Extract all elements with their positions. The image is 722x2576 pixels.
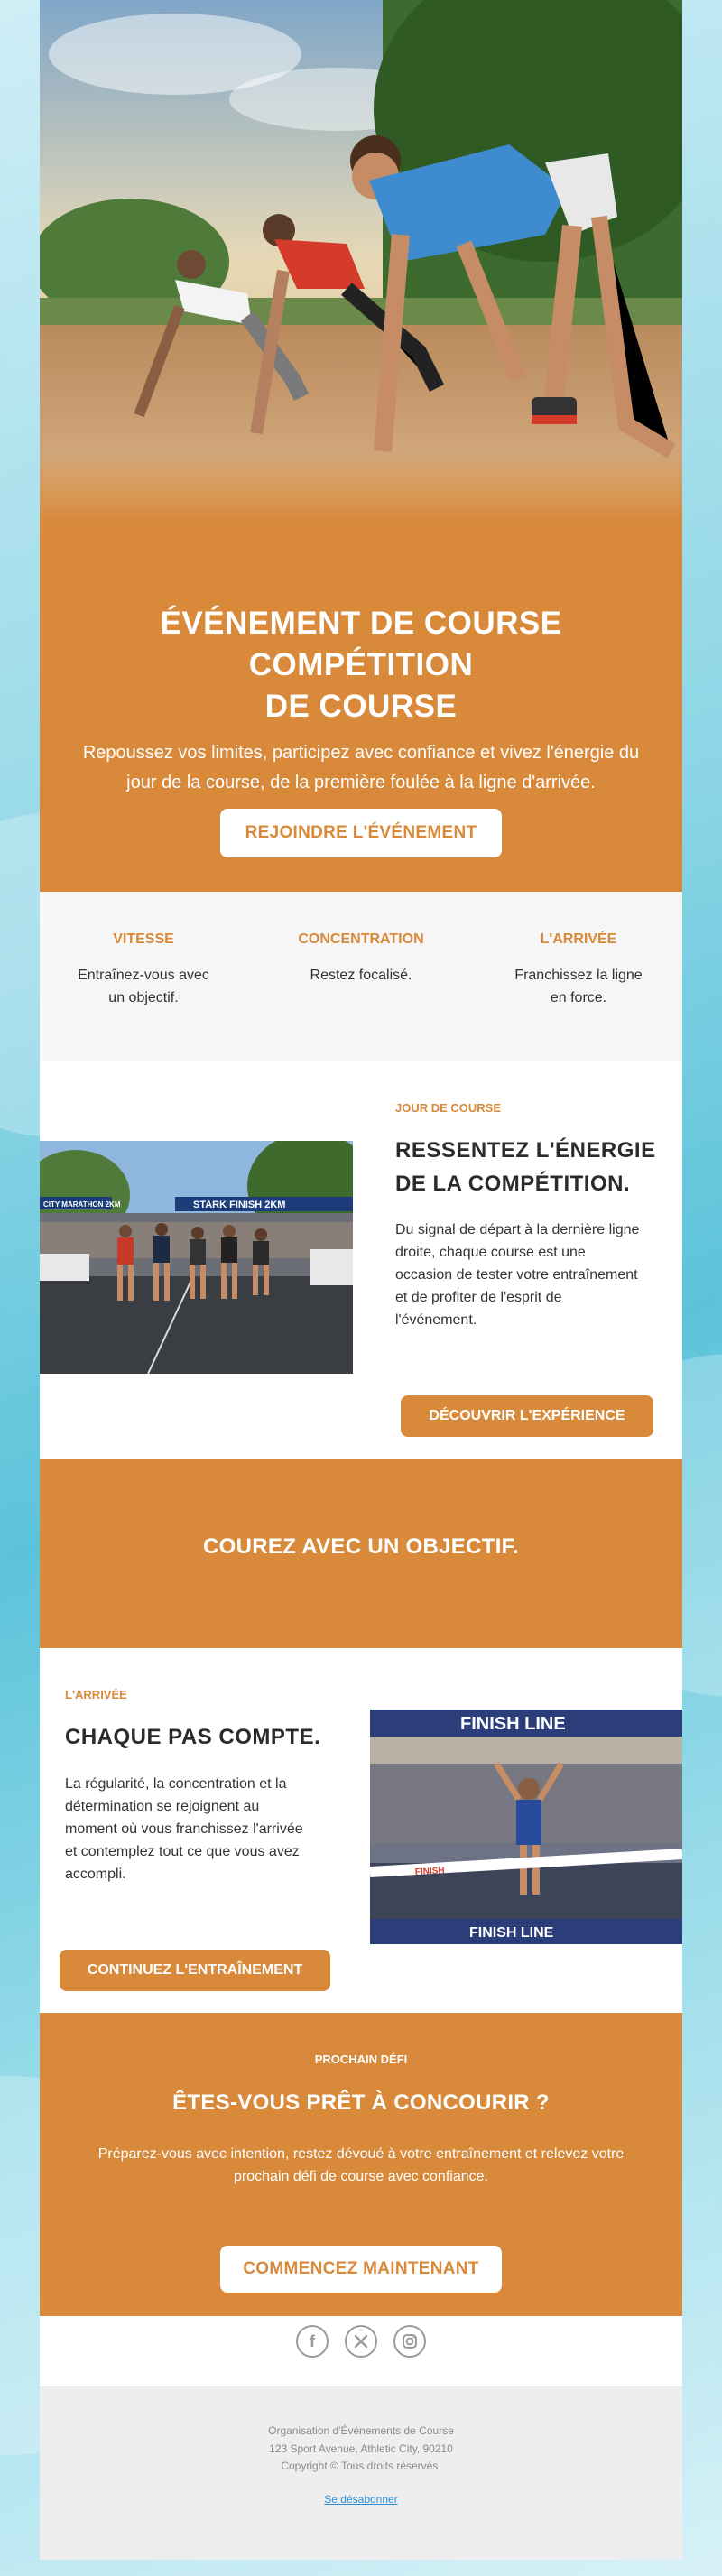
challenge-title: ÊTES-VOUS PRÊT À CONCOURIR ?: [172, 2090, 550, 2115]
finish-image-banner-text: FINISH LINE: [460, 1714, 566, 1734]
footer: [40, 2386, 682, 2560]
purpose-banner: [40, 1459, 682, 1648]
race-day-title-line: DE LA COMPÉTITION.: [395, 1172, 631, 1196]
hero-section: [40, 522, 682, 892]
race-day-image-banner-text: STARK FINISH 2KM: [193, 1200, 286, 1210]
race-day-text-line: Du signal de départ à la dernière ligne: [395, 1222, 640, 1237]
finish-text: [65, 1773, 363, 1886]
feature-title: VITESSE: [113, 931, 174, 947]
feature-text-line: Restez focalisé.: [310, 968, 412, 983]
feature-text-line: un objectif.: [108, 990, 179, 1005]
feature-speed: [40, 931, 247, 1009]
finish-label: L'ARRIVÉE: [65, 1688, 127, 1701]
race-day-image-side-text: CITY MARATHON 2KM: [43, 1200, 121, 1209]
hero-title-line: ÉVÉNEMENT DE COURSE: [160, 606, 562, 641]
continue-training-button[interactable]: CONTINUEZ L'ENTRAÎNEMENT: [60, 1950, 330, 1991]
race-day-label: JOUR DE COURSE: [395, 1101, 502, 1115]
challenge-text-line: prochain défi de course avec confiance.: [234, 2169, 488, 2184]
feature-finish: [475, 931, 682, 1009]
x-glyph: [347, 2327, 375, 2356]
race-day-text-line: occasion de tester votre entraînement: [395, 1267, 638, 1283]
footer-address: 123 Sport Avenue, Athletic City, 90210: [269, 2442, 453, 2455]
race-day-image: [40, 1141, 353, 1374]
footer-org: Organisation d'Événements de Course: [268, 2424, 454, 2437]
feature-text: [40, 964, 247, 1009]
instagram-icon[interactable]: [393, 2325, 426, 2358]
feature-focus: [257, 931, 465, 987]
feature-text: [257, 964, 465, 987]
race-day-text-line: droite, chaque course est une: [395, 1245, 586, 1260]
race-day-title: [395, 1134, 666, 1200]
instagram-glyph: [395, 2327, 424, 2356]
race-day-text: [395, 1219, 666, 1331]
feature-text-line: en force.: [550, 990, 607, 1005]
feature-text-line: Franchissez la ligne: [514, 968, 643, 983]
finish-text-line: détermination se rejoignent au: [65, 1799, 260, 1814]
finish-title: CHAQUE PAS COMPTE.: [65, 1725, 321, 1749]
social-row: [40, 2316, 682, 2386]
hero-subtitle-line: Repoussez vos limites, participez avec confiance et vivez l'énergie du: [82, 743, 640, 763]
finish-image: [370, 1710, 682, 1944]
facebook-icon[interactable]: [296, 2325, 329, 2358]
footer-copyright: Copyright © Tous droits réservés.: [281, 2460, 441, 2472]
discover-experience-button[interactable]: DÉCOUVRIR L'EXPÉRIENCE: [401, 1395, 653, 1437]
challenge-section: [40, 2013, 682, 2316]
challenge-text: [40, 2143, 682, 2188]
challenge-text-line: Préparez-vous avec intention, restez dévoué à votre entraînement et relevez votre: [97, 2146, 625, 2162]
feature-text: [475, 964, 682, 1009]
hero-title-line: DE COURSE: [264, 689, 458, 724]
finish-text-line: accompli.: [65, 1867, 126, 1882]
race-day-text-line: l'événement.: [395, 1312, 477, 1328]
race-day-title-line: RESSENTEZ L'ÉNERGIE: [395, 1138, 656, 1163]
hero-title: [40, 603, 682, 727]
feature-title: CONCENTRATION: [298, 931, 424, 947]
features-section: [40, 892, 682, 1061]
finish-image-ground-text: FINISH LINE: [469, 1925, 554, 1941]
finish-text-line: et contemplez tout ce que vous avez: [65, 1844, 300, 1859]
facebook-glyph: f: [310, 2332, 315, 2350]
start-now-button[interactable]: COMMENCEZ MAINTENANT: [220, 2246, 502, 2293]
challenge-label: PROCHAIN DÉFI: [314, 2052, 408, 2066]
hero-image: [40, 0, 682, 522]
feature-title: L'ARRIVÉE: [540, 931, 617, 947]
race-day-section: [40, 1061, 682, 1459]
join-event-button[interactable]: REJOINDRE L'ÉVÉNEMENT: [220, 809, 502, 857]
unsubscribe-link[interactable]: Se désabonner: [324, 2493, 398, 2506]
x-icon[interactable]: [345, 2325, 377, 2358]
finish-text-line: La régularité, la concentration et la: [65, 1776, 287, 1792]
hero-subtitle: [40, 738, 682, 798]
purpose-banner-text: COUREZ AVEC UN OBJECTIF.: [203, 1534, 519, 1559]
feature-text-line: Entraînez-vous avec: [78, 968, 209, 983]
finish-text-line: moment où vous franchissez l'arrivée: [65, 1821, 303, 1837]
finish-section: [40, 1648, 682, 2013]
race-day-text-line: et de profiter de l'esprit de: [395, 1290, 562, 1305]
finish-image-tape-text: FINISH: [414, 1866, 445, 1877]
hero-title-line: COMPÉTITION: [248, 647, 474, 682]
email-container: [40, 0, 682, 2560]
hero-subtitle-line: jour de la course, de la première foulée à la ligne d'arrivée.: [126, 773, 596, 792]
